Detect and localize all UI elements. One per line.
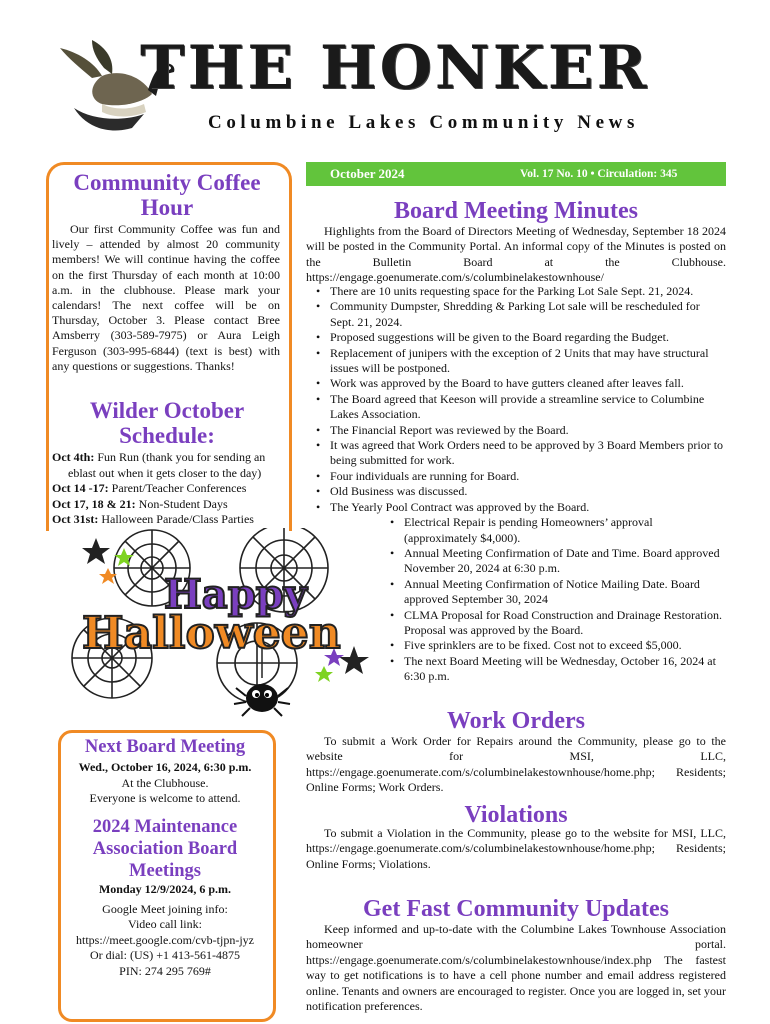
board-minutes-intro: Highlights from the Board of Directors Meeting of Wednesday, September 18 2024 will be posted in the Community Portal. An informal copy of the Minutes is posted on the Bulletin Board at the Clubhouse. https://engage.goenumerate.com/s/columbinelakestownhouse/: [306, 224, 726, 285]
schedule-item: [52, 481, 282, 497]
work-orders-text: To submit a Work Order for Repairs around the Community, please go to the website for MSI, LLC, https://engage.goenumerate.com/s/columbinelakestownhouse/home.php; Residents; Online Forms; Work Orders.: [306, 734, 726, 795]
board-minutes-list: [306, 284, 726, 685]
issue-volume: Vol. 17 No. 10 • Circulation: 345: [520, 168, 678, 180]
maintenance-when: Monday 12/9/2024, 6 p.m.: [98, 882, 231, 896]
schedule-item: [52, 450, 282, 481]
sub-list-item: • Annual Meeting Confirmation of Notice Mailing Date. Board approved September 30, 2024: [306, 577, 726, 608]
schedule-date: Oct 4th:: [52, 450, 95, 464]
fast-updates-heading: Get Fast Community Updates: [363, 896, 669, 922]
maintenance-line: Video call link:: [128, 917, 202, 931]
list-item: • Work was approved by the Board to have gutters cleaned after leaves fall.: [306, 376, 726, 391]
schedule-desc: Halloween Parade/Class Parties: [101, 512, 254, 526]
halloween-line2: Halloween: [82, 608, 341, 659]
list-item: • Replacement of junipers with the exception of 2 Units that may have structural issues will be postponed.: [306, 346, 726, 377]
list-item: • Four individuals are running for Board.: [306, 469, 726, 484]
next-meeting-when: Wed., October 16, 2024, 6:30 p.m.: [78, 760, 252, 774]
schedule-desc: Parent/Teacher Conferences: [111, 481, 247, 495]
halloween-line1: Happy: [164, 571, 307, 618]
list-item: • The Financial Report was reviewed by the Board.: [306, 423, 726, 438]
maintenance-line: Google Meet joining info:: [102, 901, 228, 916]
maintenance-heading: 2024 Maintenance Association Board Meetings: [92, 817, 238, 881]
sub-list-item: • Electrical Repair is pending Homeowners’ approval (approximately $4,000).: [306, 515, 726, 546]
list-item: • The Board agreed that Keeson will provide a streamline service to Columbine Lakes Association.: [306, 392, 726, 423]
meet-link[interactable]: https://meet.google.com/cvb-tjpn-jyz: [76, 932, 254, 947]
sub-list-item: • Five sprinklers are to be fixed. Cost not to exceed $5,000.: [306, 638, 726, 653]
coffee-heading: Community Coffee Hour: [73, 170, 261, 220]
list-item: • Proposed suggestions will be given to the Board regarding the Budget.: [306, 330, 726, 345]
schedule-desc: Fun Run (thank you for sending an eblast out when it gets closer to the day): [68, 450, 266, 480]
coffee-text: Our first Community Coffee was fun and lively – attended by almost 20 community members! We will continue having the coffee on the first Thursday of each month at 10:00 a.m. in the clubhouse. Please mark your calendars! The next coffee will be on Thursday, October 3. Please contact Bree Amsberry (303-589-7975) or Aura Leigh Ferguson (303-995-6844) (text is best) with any questions or suggestions. Thanks!: [52, 222, 280, 373]
list-item: • Community Dumpster, Shredding & Parking Lot sale will be rescheduled for Sept. 21, 2024.: [306, 299, 726, 330]
issue-date: October 2024: [330, 166, 405, 181]
masthead-title: THE HONKER: [140, 33, 650, 103]
schedule-date: Oct 31st:: [52, 512, 99, 526]
next-meeting-details: [60, 760, 270, 807]
masthead-subtitle: Columbine Lakes Community News: [208, 112, 639, 133]
maintenance-details: [60, 882, 270, 979]
work-orders-heading: Work Orders: [447, 708, 585, 734]
violations-text: To submit a Violation in the Community, please go to the website for MSI, LLC, https://engage.goenumerate.com/s/columbinelakestownhouse/home.php; Residents; Online Forms; Violations.: [306, 826, 726, 871]
violations-heading: Violations: [464, 802, 568, 828]
sub-list-item: • CLMA Proposal for Road Construction and Drainage Restoration. Proposal was approved by the Board.: [306, 608, 726, 639]
maintenance-line: Or dial: (US) +1 413-561-4875: [89, 948, 241, 962]
wilder-heading: Wilder October Schedule:: [89, 398, 245, 448]
list-item: • Old Business was discussed.: [306, 484, 726, 499]
schedule-item: [52, 497, 282, 513]
maintenance-line: PIN: 274 295 769#: [119, 963, 211, 978]
next-meeting-note: Everyone is welcome to attend.: [89, 791, 241, 805]
schedule-item: [52, 512, 282, 528]
list-item: • The Yearly Pool Contract was approved by the Board.: [306, 500, 726, 515]
list-item: • There are 10 units requesting space for the Parking Lot Sale Sept. 21, 2024.: [306, 284, 726, 299]
fast-updates-text: Keep informed and up-to-date with the Columbine Lakes Townhouse Association homeowner portal. https://engage.goenumerate.com/s/columbinelakestownhouse/index.php The fastest way to get notifications is to have a cell phone number and email address registered online. Tenants and owners are encouraged to register. Once you are logged in, set your notification preferences.: [306, 922, 726, 1014]
sub-list-item: • The next Board Meeting will be Wednesday, October 16, 2024 at 6:30 p.m.: [306, 654, 726, 685]
board-minutes-heading: Board Meeting Minutes: [394, 198, 638, 224]
list-item: • It was agreed that Work Orders need to be approved by 3 Board Members prior to being submitted for work.: [306, 438, 726, 469]
next-meeting-heading: Next Board Meeting: [84, 737, 246, 757]
schedule-desc: Non-Student Days: [138, 496, 228, 511]
next-meeting-where: At the Clubhouse.: [121, 775, 209, 790]
wilder-schedule: [52, 450, 282, 528]
sub-list-item: • Annual Meeting Confirmation of Date and Time. Board approved November 20, 2024 at 6:30 p.m.: [306, 546, 726, 577]
schedule-date: Oct 17, 18 & 21:: [52, 496, 136, 511]
schedule-date: Oct 14 -17:: [52, 481, 109, 495]
